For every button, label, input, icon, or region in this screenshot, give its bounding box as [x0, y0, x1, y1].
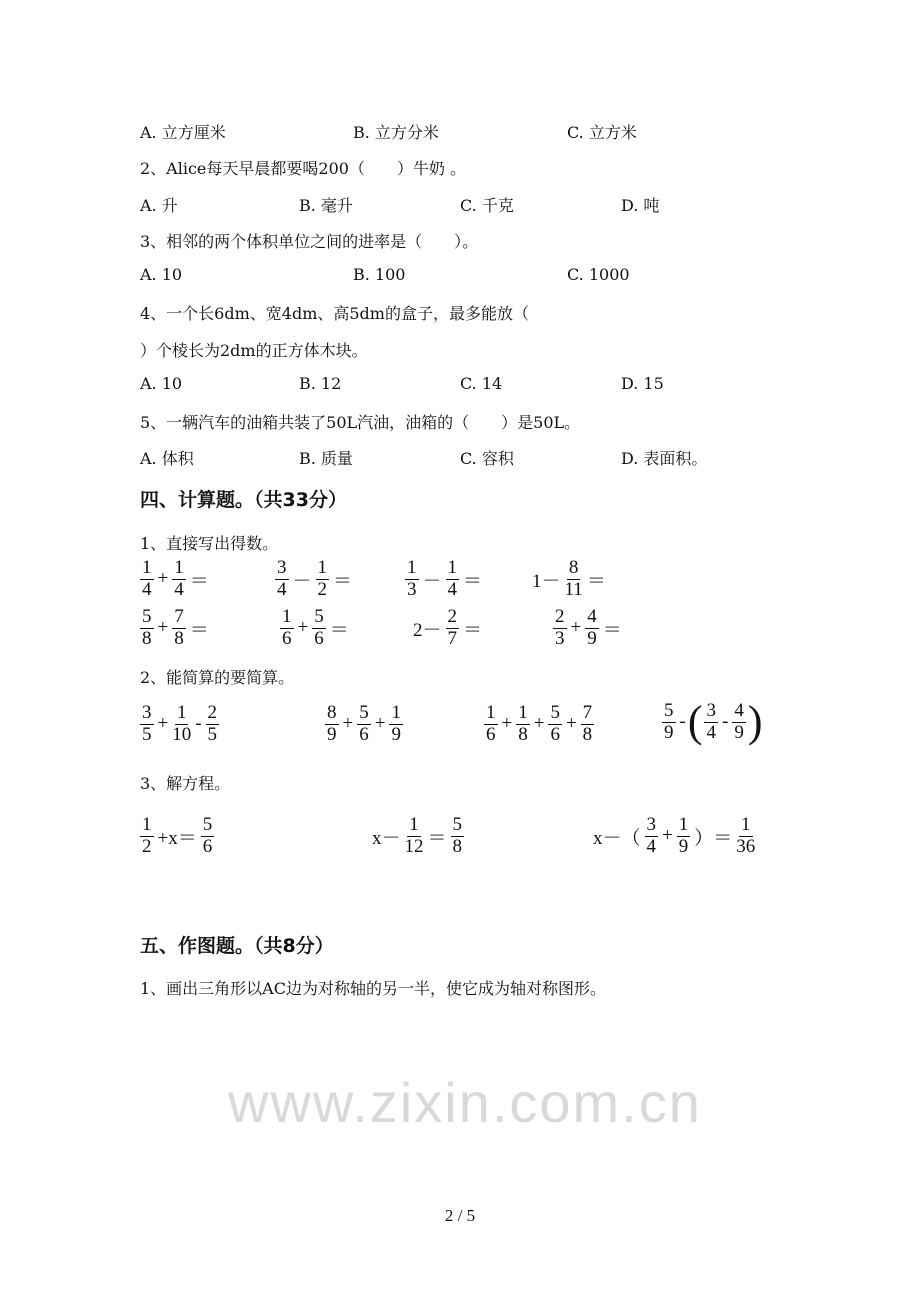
operator: - [721, 711, 729, 732]
direct-calc-expression [273, 558, 354, 601]
denominator: 6 [359, 723, 369, 745]
numerator: 3 [277, 557, 287, 578]
numerator: 1 [391, 702, 401, 723]
numerator: 1 [176, 702, 187, 723]
section-heading-5: 五、作图题。（共8分） [140, 935, 334, 957]
denominator: 4 [142, 578, 152, 600]
numerator: 7 [174, 606, 184, 627]
denominator: 6 [314, 627, 324, 649]
operator: + [662, 825, 673, 847]
fraction [405, 815, 424, 858]
direct-calc-expression [278, 607, 351, 650]
option-c: C. 立方米 [567, 123, 637, 142]
denominator: 9 [678, 835, 689, 857]
denominator: 12 [404, 835, 424, 857]
equation [138, 815, 216, 858]
denominator: 3 [407, 578, 417, 600]
fraction [140, 815, 154, 858]
fraction [581, 703, 595, 746]
operator: ）＝ [694, 827, 733, 849]
numerator: 7 [582, 702, 593, 723]
fraction [484, 703, 498, 746]
operator: ＝ [463, 619, 483, 641]
numerator: 1 [407, 557, 417, 578]
fraction [565, 558, 583, 601]
fraction [704, 701, 718, 744]
denominator: 9 [391, 723, 401, 745]
option-c: C. 容积 [460, 449, 514, 468]
option-d: D. 吨 [621, 196, 660, 215]
operator: ＝ [427, 827, 447, 849]
subquestion-2: 2、能简算的要简算。 [140, 668, 295, 687]
numerator: 3 [142, 702, 152, 723]
operator: + [501, 713, 513, 735]
numerator: 1 [409, 814, 419, 835]
fraction [405, 558, 419, 601]
numerator: 4 [587, 606, 597, 627]
fraction [140, 607, 154, 650]
operator: x－（ [593, 827, 641, 849]
simplify-expression [482, 703, 596, 746]
operator: + [297, 617, 309, 639]
direct-calc-expression [403, 558, 484, 601]
denominator: 4 [447, 578, 458, 600]
operator: + [374, 713, 386, 735]
denominator: 5 [142, 723, 152, 745]
operator: + [157, 568, 169, 590]
option-b: B. 毫升 [299, 196, 353, 215]
denominator: 8 [142, 627, 152, 649]
denominator: 6 [550, 723, 560, 745]
direct-calc-expression [138, 558, 211, 601]
option-a: A. 10 [140, 374, 183, 393]
section-heading-4: 四、计算题。（共33分） [140, 489, 347, 511]
fraction [451, 815, 465, 858]
numerator: 5 [202, 814, 213, 835]
fraction [732, 701, 746, 744]
denominator: 4 [706, 721, 716, 743]
operator: x－ [372, 827, 401, 849]
denominator: 6 [486, 723, 496, 745]
denominator: 4 [277, 578, 287, 600]
fraction [548, 703, 562, 746]
denominator: 10 [172, 723, 192, 745]
numerator: 1 [678, 814, 689, 835]
equation [370, 815, 466, 858]
operator: ＝ [586, 570, 606, 592]
numerator: 1 [518, 702, 528, 723]
denominator: 9 [734, 721, 744, 743]
option-b: B. 100 [353, 265, 406, 284]
option-d: D. 15 [621, 374, 664, 393]
numerator: 1 [142, 557, 152, 578]
subquestion-1: 1、直接写出得数。 [140, 534, 279, 553]
denominator: 6 [282, 627, 292, 649]
question-2: 2、Alice每天早晨都要喝200（ ）牛奶 。 [140, 159, 467, 178]
numerator: 1 [142, 814, 152, 835]
numerator: 5 [359, 702, 369, 723]
numerator: 5 [664, 699, 674, 721]
denominator: 7 [447, 627, 458, 649]
fraction [275, 558, 289, 601]
option-b: B. 12 [299, 374, 342, 393]
fraction [206, 703, 220, 746]
denominator: 5 [207, 723, 218, 745]
numerator: 5 [452, 814, 463, 835]
watermark: www.zixin.com.cn [228, 1071, 702, 1134]
denominator: 3 [555, 627, 565, 649]
numerator: 1 [447, 557, 458, 578]
numerator: 1 [174, 557, 184, 578]
fraction [645, 815, 659, 858]
fraction [553, 607, 567, 650]
equation [591, 815, 757, 858]
denominator: 8 [452, 835, 463, 857]
operator: +x＝ [157, 827, 197, 849]
operator: 2－ [413, 619, 442, 641]
option-a: A. 升 [140, 196, 178, 215]
denominator: 9 [664, 721, 674, 743]
operator: - [195, 713, 202, 735]
question-4-line1: 4、一个长6dm、宽4dm、高5dm的盒子，最多能放（ [140, 304, 529, 323]
operator: + [157, 713, 169, 735]
denominator: 4 [174, 578, 184, 600]
option-a: A. 体积 [140, 449, 194, 468]
fraction [312, 607, 326, 650]
subquestion-3: 3、解方程。 [140, 774, 231, 793]
numerator: 5 [550, 702, 560, 723]
fraction [172, 607, 186, 650]
direct-calc-expression [551, 607, 624, 650]
numerator: 3 [706, 699, 716, 721]
numerator: 8 [327, 702, 337, 723]
option-b: B. 立方分米 [353, 123, 439, 142]
fraction [446, 558, 460, 601]
operator: ＝ [463, 570, 483, 592]
denominator: 9 [587, 627, 597, 649]
question-4-line2: ）个棱长为2dm的正方体木块。 [140, 341, 368, 360]
numerator: 1 [317, 557, 328, 578]
fraction [280, 607, 294, 650]
operator: + [342, 713, 354, 735]
numerator: 2 [207, 702, 218, 723]
operator: + [157, 617, 169, 639]
page-number: 2 / 5 [444, 1206, 476, 1225]
direct-calc-expression [411, 607, 484, 650]
simplify-expression [660, 697, 763, 746]
fraction [172, 558, 186, 601]
option-a: A. 10 [140, 265, 183, 284]
operator: ＝ [189, 619, 209, 641]
fraction [316, 558, 330, 601]
fraction [662, 701, 676, 744]
fraction [389, 703, 403, 746]
fraction [736, 815, 755, 858]
option-d: D. 表面积。 [621, 449, 708, 468]
operator: － [422, 570, 442, 592]
denominator: 2 [317, 578, 328, 600]
numerator: 2 [555, 606, 565, 627]
direct-calc-expression [138, 607, 211, 650]
numerator: 5 [314, 606, 324, 627]
operator: + [565, 713, 577, 735]
operator: ＝ [333, 570, 353, 592]
operator: ＝ [602, 619, 622, 641]
numerator: 5 [142, 606, 152, 627]
denominator: 2 [142, 835, 152, 857]
fraction [140, 558, 154, 601]
numerator: 8 [568, 557, 579, 578]
operator: + [533, 713, 545, 735]
option-a: A. 立方厘米 [140, 123, 226, 142]
option-c: C. 14 [460, 374, 503, 393]
fraction [677, 815, 691, 858]
fraction [446, 607, 460, 650]
simplify-expression [323, 703, 405, 746]
fraction [172, 703, 191, 746]
question-5: 5、一辆汽车的油箱共装了50L汽油，油箱的（ ）是50L。 [140, 413, 581, 432]
option-b: B. 质量 [299, 449, 353, 468]
denominator: 8 [582, 723, 593, 745]
numerator: 3 [646, 814, 657, 835]
numerator: 1 [741, 814, 751, 835]
denominator: 8 [518, 723, 528, 745]
fraction [516, 703, 530, 746]
fraction [201, 815, 215, 858]
operator: ＝ [189, 570, 209, 592]
numerator: 2 [447, 606, 458, 627]
option-c: C. 1000 [567, 265, 630, 284]
operator: - [679, 711, 686, 732]
drawing-question-1: 1、画出三角形以AC边为对称轴的另一半，使它成为轴对称图形。 [140, 979, 606, 998]
question-3: 3、相邻的两个体积单位之间的进率是（ ）。 [140, 232, 479, 251]
denominator: 9 [327, 723, 337, 745]
operator: + [570, 617, 582, 639]
fraction [325, 703, 339, 746]
denominator: 6 [202, 835, 213, 857]
operator: 1－ [532, 570, 561, 592]
operator: － [292, 570, 312, 592]
denominator: 4 [646, 835, 657, 857]
fraction [585, 607, 599, 650]
operator: ( [687, 697, 703, 746]
denominator: 36 [736, 835, 756, 857]
direct-calc-expression [530, 558, 608, 601]
operator: ) [747, 697, 763, 746]
numerator: 1 [282, 606, 292, 627]
fraction [357, 703, 371, 746]
numerator: 4 [734, 699, 744, 721]
operator: ＝ [329, 619, 349, 641]
option-c: C. 千克 [460, 196, 514, 215]
fraction [140, 703, 154, 746]
simplify-expression [138, 703, 221, 746]
denominator: 8 [174, 627, 184, 649]
numerator: 1 [486, 702, 496, 723]
denominator: 11 [564, 578, 583, 600]
